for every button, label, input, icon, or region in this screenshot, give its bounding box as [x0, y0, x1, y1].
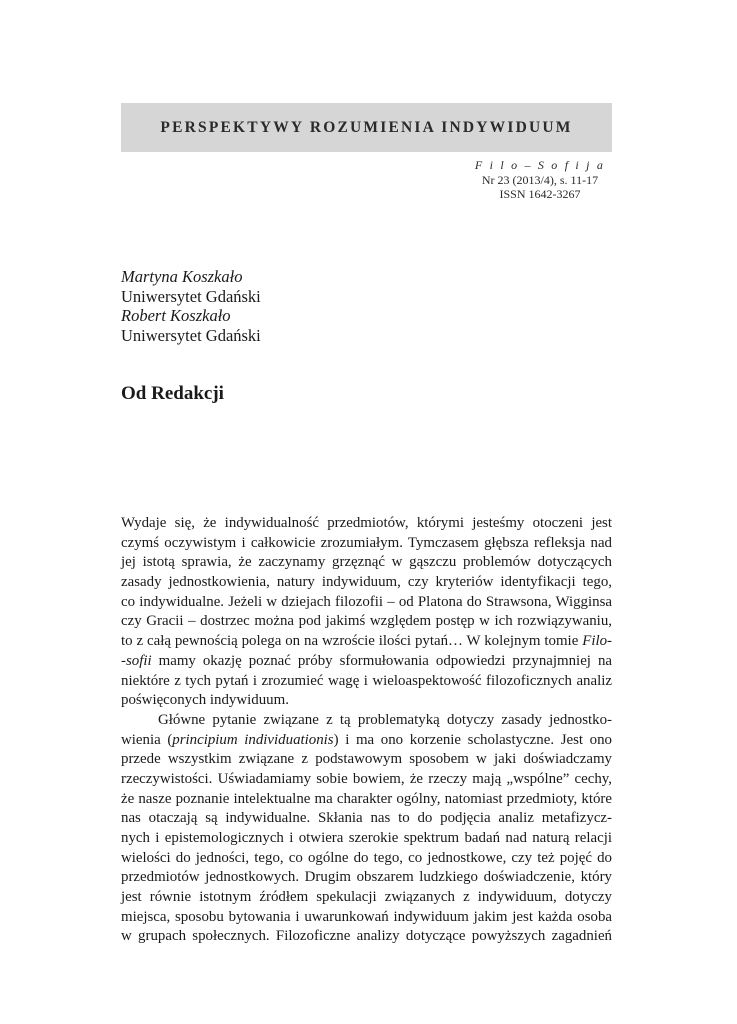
text-line: wielości do jedności, tego, co ogólne do tego, co jednostkowe, czy też pojęć do	[121, 849, 612, 866]
series-header-band	[121, 103, 612, 152]
text-line: niektóre z tych pytań i zrozumieć wagę i wieloaspektowość filozoficznych analiz	[121, 672, 612, 689]
journal-issue: Nr 23 (2013/4), s. 11-17	[481, 172, 599, 187]
journal-name: F i l o – S o f i j a	[474, 158, 606, 172]
text-line: Główne pytanie związane z tą problematyką dotyczy zasady jednostko-	[158, 711, 612, 728]
journal-issn: ISSN 1642-3267	[499, 187, 581, 201]
text-line: przedmiotów jednostkowych. Drugim obszarem ludzkiego doświadczenie, który	[121, 869, 612, 886]
text-line: miejsca, sposobu bytowania i uwarunkowań indywiduum jakim jest każda osoba	[121, 908, 612, 925]
series-title: PERSPEKTYWY ROZUMIENIA INDYWIDUUM	[160, 118, 573, 136]
text-line: wienia (principium individuationis) i ma ono korzenie scholastyczne. Jest ono	[121, 731, 612, 748]
journal-info	[440, 158, 640, 202]
text-line: w grupach społecznych. Filozoficzne analizy dotyczące powyższych zagadnień	[121, 928, 612, 945]
text-line: przede wszystkim związane z podstawowym sposobem w jaki doświadczamy	[121, 751, 612, 768]
text-line: -sofii mamy okazję poznać próby sformułowania odpowiedzi przynajmniej na	[121, 652, 612, 669]
text-line: rzeczywistości. Uświadamiamy sobie bowiem, że rzeczy mają „wspólne” cechy,	[121, 770, 612, 787]
text-line: jej istotą sprawia, że zaczynamy grzęznąć w gąszczu problemów dotyczących	[121, 554, 612, 571]
text-line: to z całą pewnością polega on na wzroście ilości pytań… W kolejnym tomie Filo-	[121, 633, 612, 650]
author-affiliation: Uniwersytet Gdański	[121, 286, 261, 306]
text-line: co indywidualne. Jeżeli w dziejach filozofii – od Platona do Strawsona, Wigginsa	[121, 593, 612, 610]
text-line: nas otaczają są indywidualne. Skłania nas to do podjęcia analiz metafizycz-	[121, 810, 612, 827]
author-name: Robert Koszkało	[121, 306, 231, 325]
author-affiliation: Uniwersytet Gdański	[121, 325, 261, 345]
author-name: Martyna Koszkało	[121, 267, 243, 286]
text-line: Wydaje się, że indywidualność przedmiotów, którymi jesteśmy otoczeni jest	[121, 515, 612, 531]
paragraph	[121, 711, 612, 947]
text-line: poświęconych indywiduum.	[121, 692, 289, 709]
paragraph	[121, 514, 612, 711]
text-line: że nasze poznanie intelektualne ma charakter ogólny, natomiast przedmioty, które	[121, 790, 612, 807]
text-line: nych i epistemologicznych i otwiera szerokie spektrum badań nad naturą relacji	[121, 830, 612, 846]
text-line: czy Gracii – dostrzec można pod jakimś względem postęp w ich rozwiązywaniu,	[121, 613, 612, 630]
author-list	[121, 267, 261, 345]
text-line: czymś oczywistym i całkowicie zrozumiałym. Tymczasem głębsza refleksja nad	[121, 534, 612, 551]
text-line: zasady jednostkowienia, natury indywiduum, czy kryteriów identyfikacji tego,	[121, 574, 612, 591]
article-title: Od Redakcji	[121, 383, 224, 404]
text-line: jest równie istotnym źródłem spekulacji związanych z indywiduum, dotyczy	[121, 889, 612, 906]
article-body	[121, 514, 612, 947]
